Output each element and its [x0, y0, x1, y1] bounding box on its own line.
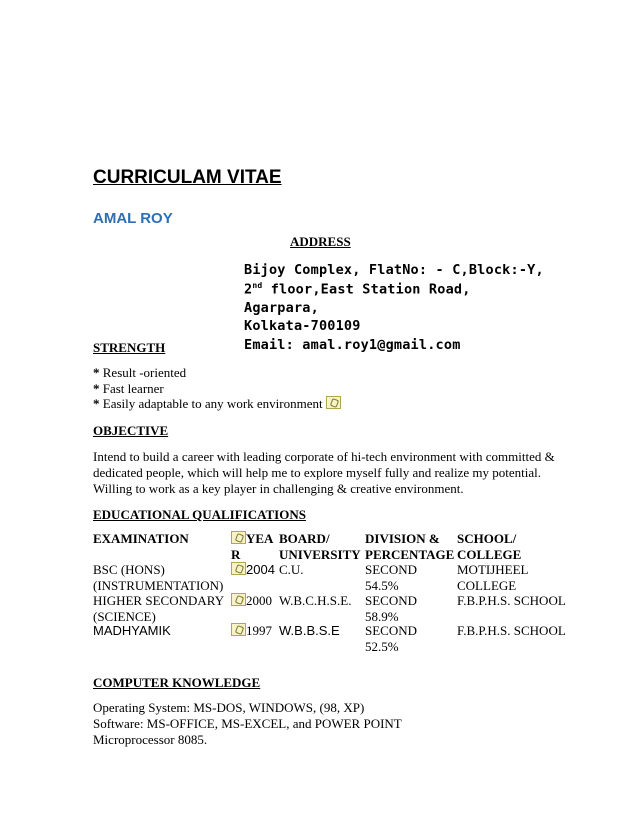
computer-line: Software: MS-OFFICE, MS-EXCEL, and POWER POINT [93, 716, 402, 731]
address-email: Email: amal.roy1@gmail.com [244, 337, 461, 353]
column-examination: EXAMINATION [93, 531, 189, 546]
address-line-2-number: 2 [244, 281, 253, 298]
computer-heading: COMPUTER KNOWLEDGE [93, 675, 261, 690]
address-line-2-suffix: nd [252, 281, 263, 290]
column-board: BOARD/ [279, 531, 330, 546]
table-row-exam-cont: (INSTRUMENTATION) [93, 578, 224, 593]
address-line-1: Bijoy Complex, FlatNo: - C,Block:-Y, [244, 262, 544, 278]
table-row-year: 1997 [231, 623, 272, 639]
objective-heading: OBJECTIVE [93, 423, 169, 438]
address-line-2-text: floor,East Station Road, [262, 281, 471, 298]
column-division-cont: PERCENTAGE [365, 547, 455, 562]
table-row-percentage: 52.5% [365, 639, 399, 654]
education-heading: EDUCATIONAL QUALIFICATIONS [93, 507, 306, 522]
table-row-board: W.B.B.S.E [279, 623, 340, 638]
strength-item: * Fast learner [93, 381, 164, 396]
address-heading: ADDRESS [290, 234, 351, 249]
objective-line: Intend to build a career with leading corporate of hi-tech environment with committed & [93, 449, 555, 464]
table-row-exam: BSC (HONS) [93, 562, 165, 577]
table-row-year: 2004 [231, 562, 275, 578]
table-row-percentage: 58.9% [365, 609, 399, 624]
address-line-2 [244, 281, 471, 298]
table-row-board: W.B.C.H.S.E. [279, 593, 352, 608]
table-row-division: SECOND [365, 623, 418, 638]
table-row-division: SECOND [365, 593, 418, 608]
table-row-division: SECOND [365, 562, 418, 577]
computer-line: Microprocessor 8085. [93, 732, 208, 747]
table-row-exam-cont: (SCIENCE) [93, 609, 156, 624]
strength-heading: STRENGTH [93, 340, 166, 355]
column-division: DIVISION & [365, 531, 440, 546]
address-line-3: Agarpara, [244, 300, 319, 316]
column-year-cont: R [231, 547, 241, 562]
column-year: YEA [231, 531, 273, 547]
embedded-object-icon [326, 396, 341, 409]
table-row-school: F.B.P.H.S. SCHOOL [457, 623, 566, 638]
column-school: SCHOOL/ [457, 531, 517, 546]
embedded-object-icon [231, 593, 246, 606]
column-board-cont: UNIVERSITY [279, 547, 361, 562]
candidate-name: AMAL ROY [93, 210, 173, 227]
table-row-exam: HIGHER SECONDARY [93, 593, 225, 608]
table-row-percentage: 54.5% [365, 578, 399, 593]
column-school-cont: COLLEGE [457, 547, 522, 562]
table-row-board: C.U. [279, 562, 304, 577]
document-title: CURRICULAM VITAE [93, 167, 282, 188]
table-row-school: F.B.P.H.S. SCHOOL [457, 593, 566, 608]
strength-item: * Easily adaptable to any work environment [93, 396, 341, 412]
strength-item: * Result -oriented [93, 365, 187, 380]
table-row-exam: MADHYAMIK [93, 623, 171, 638]
objective-line: dedicated people, which will help me to explore myself fully and realize my potential. [93, 465, 541, 480]
computer-line: Operating System: MS-DOS, WINDOWS, (98, XP) [93, 700, 365, 715]
table-row-school-cont: COLLEGE [457, 578, 517, 593]
table-row-year: 2000 [231, 593, 272, 609]
embedded-object-icon [231, 623, 246, 636]
objective-line: Willing to work as a key player in challenging & creative environment. [93, 481, 464, 496]
address-line-4: Kolkata-700109 [244, 318, 361, 334]
embedded-object-icon [231, 562, 246, 575]
table-row-school: MOTIJHEEL [457, 562, 529, 577]
embedded-object-icon [231, 531, 246, 544]
